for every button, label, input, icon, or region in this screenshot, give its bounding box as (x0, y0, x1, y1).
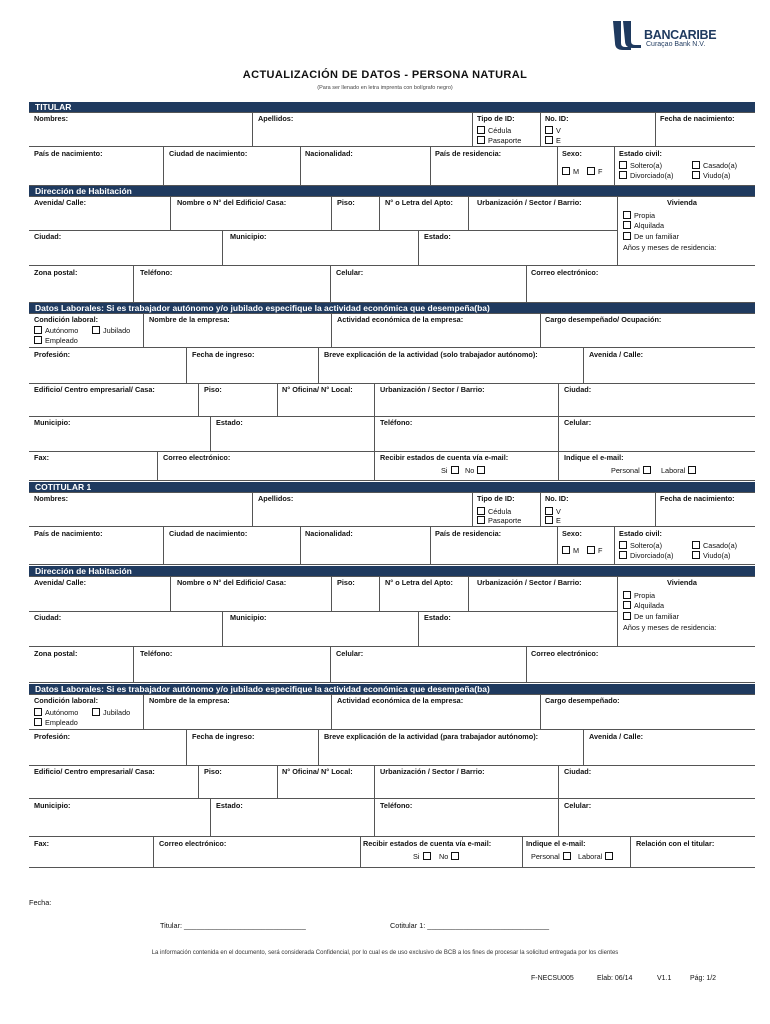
cot-correo-label: Correo electrónico: (531, 649, 599, 658)
cot-oficina-label: N° Oficina/ N° Local: (282, 767, 353, 776)
sexo-m-checkbox[interactable] (562, 167, 579, 176)
cot-apto-label: N° o Letra del Apto: (385, 578, 453, 587)
nombres-label: Nombres: (34, 114, 69, 123)
autonomo-label: Autónomo (45, 326, 79, 335)
cot-estado-laboral-label: Estado: (216, 801, 243, 810)
cot-v-checkbox[interactable] (545, 507, 561, 516)
celular-laboral-label: Celular: (564, 418, 592, 427)
viudo-checkbox[interactable] (692, 171, 730, 180)
cot-pasaporte-checkbox[interactable] (477, 516, 521, 525)
cot-empleado-label: Empleado (45, 718, 78, 727)
email-laboral-label: Laboral (661, 466, 686, 475)
cot-alquilada-checkbox[interactable] (623, 601, 664, 610)
pasaporte-label: Pasaporte (488, 136, 522, 145)
cot-email-laboral-label: Laboral (578, 852, 603, 861)
cot-telefono-label: Teléfono: (140, 649, 173, 658)
bank-logo (611, 19, 731, 55)
autonomo-checkbox[interactable] (34, 326, 78, 335)
section-header-direccion-cotitular: Dirección de Habitación (29, 566, 755, 576)
municipio-label: Municipio: (230, 232, 267, 241)
cot-nombres-label: Nombres: (34, 494, 69, 503)
apellidos-label: Apellidos: (258, 114, 294, 123)
cot-sexo-f-checkbox[interactable] (587, 546, 602, 555)
viudo-label: Viudo(a) (703, 171, 731, 180)
divorciado-checkbox[interactable] (619, 171, 673, 180)
pais-residencia-label: País de residencia: (435, 149, 502, 158)
cot-condicion-laboral-label: Condición laboral: (34, 696, 99, 705)
cot-e-checkbox[interactable] (545, 516, 561, 525)
cot-cedula-checkbox[interactable] (477, 507, 511, 516)
no-id-label: No. ID: (545, 114, 569, 123)
fecha-ingreso-label: Fecha de ingreso: (192, 350, 255, 359)
cot-breve-explicacion-label: Breve explicación de la actividad (para trabajador autónomo): (324, 732, 539, 741)
propia-checkbox[interactable] (623, 211, 655, 220)
cot-recibir-no-checkbox[interactable] (439, 852, 459, 861)
bank-logo-tagline: Curaçao Bank N.V. (646, 41, 706, 48)
cedula-label: Cédula (488, 126, 512, 135)
cot-correo-laboral-label: Correo electrónico: (159, 839, 227, 848)
estado-label: Estado: (424, 232, 451, 241)
urbanizacion-laboral-label: Urbanización / Sector / Barrio: (380, 385, 485, 394)
jubilado-checkbox[interactable] (92, 326, 130, 335)
e-label: E (556, 136, 561, 145)
cot-fecha-ingreso-label: Fecha de ingreso: (192, 732, 255, 741)
cot-municipio-label: Municipio: (230, 613, 267, 622)
casado-checkbox[interactable] (692, 161, 737, 170)
sexo-f-checkbox[interactable] (587, 167, 602, 176)
relacion-titular-label: Relación con el titular: (636, 839, 715, 848)
estado-civil-label: Estado civil: (619, 149, 662, 158)
cot-viudo-checkbox[interactable] (692, 551, 730, 560)
cot-edificio-label: Nombre o N° del Edificio/ Casa: (177, 578, 287, 587)
confidentiality-disclaimer: La información contenida en el documento, será considerada Confidencial, por lo cual es de uso exclusivo de BCB a los fines de procesar la solicitud entregada por los clientes (151, 950, 619, 956)
soltero-label: Soltero(a) (630, 161, 663, 170)
jubilado-label: Jubilado (103, 326, 131, 335)
form-code: F-NECSU005 (531, 975, 574, 982)
cot-telefono-laboral-label: Teléfono: (380, 801, 413, 810)
pais-nacimiento-label: País de nacimiento: (34, 149, 103, 158)
cot-estado-civil-label: Estado civil: (619, 529, 662, 538)
cot-recibir-no-label: No (439, 852, 449, 861)
cot-tipo-id-label: Tipo de ID: (477, 494, 515, 503)
form-subtitle: (Para ser llenado en letra imprenta con bolígrafo negro) (317, 85, 453, 91)
correo-label: Correo electrónico: (531, 268, 599, 277)
cot-email-personal-checkbox[interactable] (531, 852, 571, 861)
cot-casado-checkbox[interactable] (692, 541, 737, 550)
cot-casado-label: Casado(a) (703, 541, 738, 550)
actividad-label: Actividad económica de la empresa: (337, 315, 464, 324)
familiar-checkbox[interactable] (623, 232, 679, 241)
cot-celular-label: Celular: (336, 649, 364, 658)
cot-recibir-si-label: Si (413, 852, 420, 861)
tipo-id-label: Tipo de ID: (477, 114, 515, 123)
cot-recibir-estados-label: Recibir estados de cuenta vía e-mail: (363, 839, 492, 848)
cot-avenida-laboral-label: Avenida / Calle: (589, 732, 644, 741)
pasaporte-checkbox[interactable] (477, 136, 521, 145)
cot-pais-residencia-label: País de residencia: (435, 529, 502, 538)
alquilada-label: Alquilada (634, 221, 665, 230)
vivienda-label: Vivienda (667, 198, 697, 207)
fecha-nacimiento-field[interactable] (657, 124, 753, 144)
cot-propia-label: Propia (634, 591, 656, 600)
condicion-laboral-label: Condición laboral: (34, 315, 99, 324)
sexo-f-label: F (598, 167, 603, 176)
cot-autonomo-checkbox[interactable] (34, 708, 78, 717)
correo-laboral-label: Correo electrónico: (163, 453, 231, 462)
cot-v-label: V (556, 507, 561, 516)
fecha-label: Fecha: (29, 898, 52, 907)
edificio-laboral-label: Edificio/ Centro empresarial/ Casa: (34, 385, 155, 394)
form-version: V1.1 (657, 975, 672, 982)
telefono-label: Teléfono: (140, 268, 173, 277)
recibir-no-label: No (465, 466, 475, 475)
nombres-field[interactable] (30, 124, 250, 144)
form-title: ACTUALIZACIÓN DE DATOS - PERSONA NATURAL (242, 69, 528, 81)
section-header-cotitular: COTITULAR 1 (29, 482, 755, 492)
nombre-empresa-label: Nombre de la empresa: (149, 315, 230, 324)
section-header-direccion-titular: Dirección de Habitación (29, 186, 755, 196)
cot-fax-label: Fax: (34, 839, 50, 848)
email-personal-checkbox[interactable] (611, 466, 651, 475)
cot-fecha-nacimiento-label: Fecha de nacimiento: (660, 494, 735, 503)
email-laboral-checkbox[interactable] (661, 466, 696, 475)
alquilada-checkbox[interactable] (623, 221, 664, 230)
cot-jubilado-label: Jubilado (103, 708, 131, 717)
cot-recibir-si-checkbox[interactable] (413, 852, 431, 861)
v-label: V (556, 126, 561, 135)
piso-laboral-label: Piso: (204, 385, 222, 394)
oficina-label: N° Oficina/ N° Local: (282, 385, 353, 394)
cot-ciudad-laboral-label: Ciudad: (564, 767, 592, 776)
breve-explicacion-label: Breve explicación de la actividad (solo trabajador autónomo): (324, 350, 538, 359)
cargo-label: Cargo desempeñado/ Ocupación: (545, 315, 662, 324)
cot-divorciado-checkbox[interactable] (619, 551, 673, 560)
cot-soltero-checkbox[interactable] (619, 541, 662, 550)
cedula-checkbox[interactable] (477, 126, 511, 135)
empleado-checkbox[interactable] (34, 336, 78, 345)
cot-sexo-label: Sexo: (562, 529, 582, 538)
cot-actividad-label: Actividad económica de la empresa: (337, 696, 464, 705)
cot-edificio-laboral-label: Edificio/ Centro empresarial/ Casa: (34, 767, 155, 776)
empleado-label: Empleado (45, 336, 78, 345)
e-checkbox[interactable] (545, 136, 561, 145)
cot-cargo-label: Cargo desempeñado: (545, 696, 620, 705)
cot-piso-label: Piso: (337, 578, 355, 587)
apto-label: N° o Letra del Apto: (385, 198, 453, 207)
cot-propia-checkbox[interactable] (623, 591, 655, 600)
casado-label: Casado(a) (703, 161, 738, 170)
zona-postal-label: Zona postal: (34, 268, 78, 277)
section-header-titular: TITULAR (29, 102, 755, 112)
cot-avenida-label: Avenida/ Calle: (34, 578, 87, 587)
cot-no-id-label: No. ID: (545, 494, 569, 503)
cot-nombre-empresa-label: Nombre de la empresa: (149, 696, 230, 705)
cot-sexo-m-checkbox[interactable] (562, 546, 579, 555)
page-number: Pág: 1/2 (690, 975, 717, 982)
bank-logo-mark-icon (611, 19, 645, 51)
recibir-si-label: Si (441, 466, 448, 475)
urbanizacion-label: Urbanización / Sector / Barrio: (477, 198, 582, 207)
municipio-laboral-label: Municipio: (34, 418, 71, 427)
cot-urbanizacion-laboral-label: Urbanización / Sector / Barrio: (380, 767, 485, 776)
apellidos-field[interactable] (254, 124, 470, 144)
cot-ciudad-label: Ciudad: (34, 613, 62, 622)
nacionalidad-label: Nacionalidad: (305, 149, 353, 158)
divorciado-label: Divorciado(a) (630, 171, 674, 180)
cot-email-personal-label: Personal (531, 852, 560, 861)
familiar-label: De un familiar (634, 232, 680, 241)
cot-urbanizacion-label: Urbanización / Sector / Barrio: (477, 578, 582, 587)
estado-laboral-label: Estado: (216, 418, 243, 427)
celular-label: Celular: (336, 268, 364, 277)
recibir-no-checkbox[interactable] (465, 466, 485, 475)
cot-pasaporte-label: Pasaporte (488, 516, 522, 525)
ciudad-label: Ciudad: (34, 232, 62, 241)
bank-logo-name: BANCARIBE (644, 28, 717, 42)
cot-viudo-label: Viudo(a) (703, 551, 731, 560)
recibir-si-checkbox[interactable] (441, 466, 459, 475)
avenida-laboral-label: Avenida / Calle: (589, 350, 644, 359)
cot-jubilado-checkbox[interactable] (92, 708, 130, 717)
cot-pais-nacimiento-label: País de nacimiento: (34, 529, 103, 538)
cot-zona-postal-label: Zona postal: (34, 649, 78, 658)
cot-divorciado-label: Divorciado(a) (630, 551, 674, 560)
cot-estado-label: Estado: (424, 613, 451, 622)
section-header-laboral-titular: Datos Laborales: Si es trabajador autónomo y/o jubilado especifique la actividad económica que desempeña(ba) (29, 303, 755, 313)
fax-label: Fax: (34, 453, 50, 462)
ciudad-nacimiento-label: Ciudad de nacimiento: (169, 149, 248, 158)
cot-vivienda-label: Vivienda (667, 578, 697, 587)
cot-nacionalidad-label: Nacionalidad: (305, 529, 353, 538)
cotitular-signature-line[interactable]: Cotitular 1: ______________________________ (390, 921, 550, 930)
ciudad-laboral-label: Ciudad: (564, 385, 592, 394)
cot-indique-email-label: Indique el e-mail: (526, 839, 586, 848)
piso-label: Piso: (337, 198, 355, 207)
recibir-estados-label: Recibir estados de cuenta vía e-mail: (380, 453, 509, 462)
propia-label: Propia (634, 211, 656, 220)
cot-email-laboral-checkbox[interactable] (578, 852, 613, 861)
cot-apellidos-label: Apellidos: (258, 494, 294, 503)
cot-piso-laboral-label: Piso: (204, 767, 222, 776)
telefono-laboral-label: Teléfono: (380, 418, 413, 427)
fecha-nacimiento-label: Fecha de nacimiento: (660, 114, 735, 123)
cot-cedula-label: Cédula (488, 507, 512, 516)
cot-empleado-checkbox[interactable] (34, 718, 78, 727)
form-elab-date: Elab: 06/14 (597, 975, 633, 982)
cot-profesion-label: Profesión: (34, 732, 71, 741)
cot-anios-residencia-label: Años y meses de residencia: (623, 623, 717, 632)
cot-sexo-m-label: M (573, 546, 580, 555)
anios-residencia-label: Años y meses de residencia: (623, 243, 717, 252)
profesion-label: Profesión: (34, 350, 71, 359)
cot-familiar-checkbox[interactable] (623, 612, 679, 621)
cot-alquilada-label: Alquilada (634, 601, 665, 610)
sexo-m-label: M (573, 167, 580, 176)
cot-celular-laboral-label: Celular: (564, 801, 592, 810)
cot-e-label: E (556, 516, 561, 525)
sexo-label: Sexo: (562, 149, 582, 158)
soltero-checkbox[interactable] (619, 161, 662, 170)
v-checkbox[interactable] (545, 126, 561, 135)
cot-municipio-laboral-label: Municipio: (34, 801, 71, 810)
email-personal-label: Personal (611, 466, 640, 475)
cot-soltero-label: Soltero(a) (630, 541, 663, 550)
cot-sexo-f-label: F (598, 546, 603, 555)
cot-ciudad-nacimiento-label: Ciudad de nacimiento: (169, 529, 248, 538)
cot-autonomo-label: Autónomo (45, 708, 79, 717)
edificio-label: Nombre o N° del Edificio/ Casa: (177, 198, 287, 207)
cot-familiar-label: De un familiar (634, 612, 680, 621)
avenida-label: Avenida/ Calle: (34, 198, 87, 207)
indique-email-label: Indique el e-mail: (564, 453, 624, 462)
section-header-laboral-cotitular: Datos Laborales: Si es trabajador autónomo y/o jubilado especifique la actividad económica que desempeña(ba) (29, 684, 755, 694)
titular-signature-line[interactable]: Titular: ______________________________ (160, 921, 306, 930)
